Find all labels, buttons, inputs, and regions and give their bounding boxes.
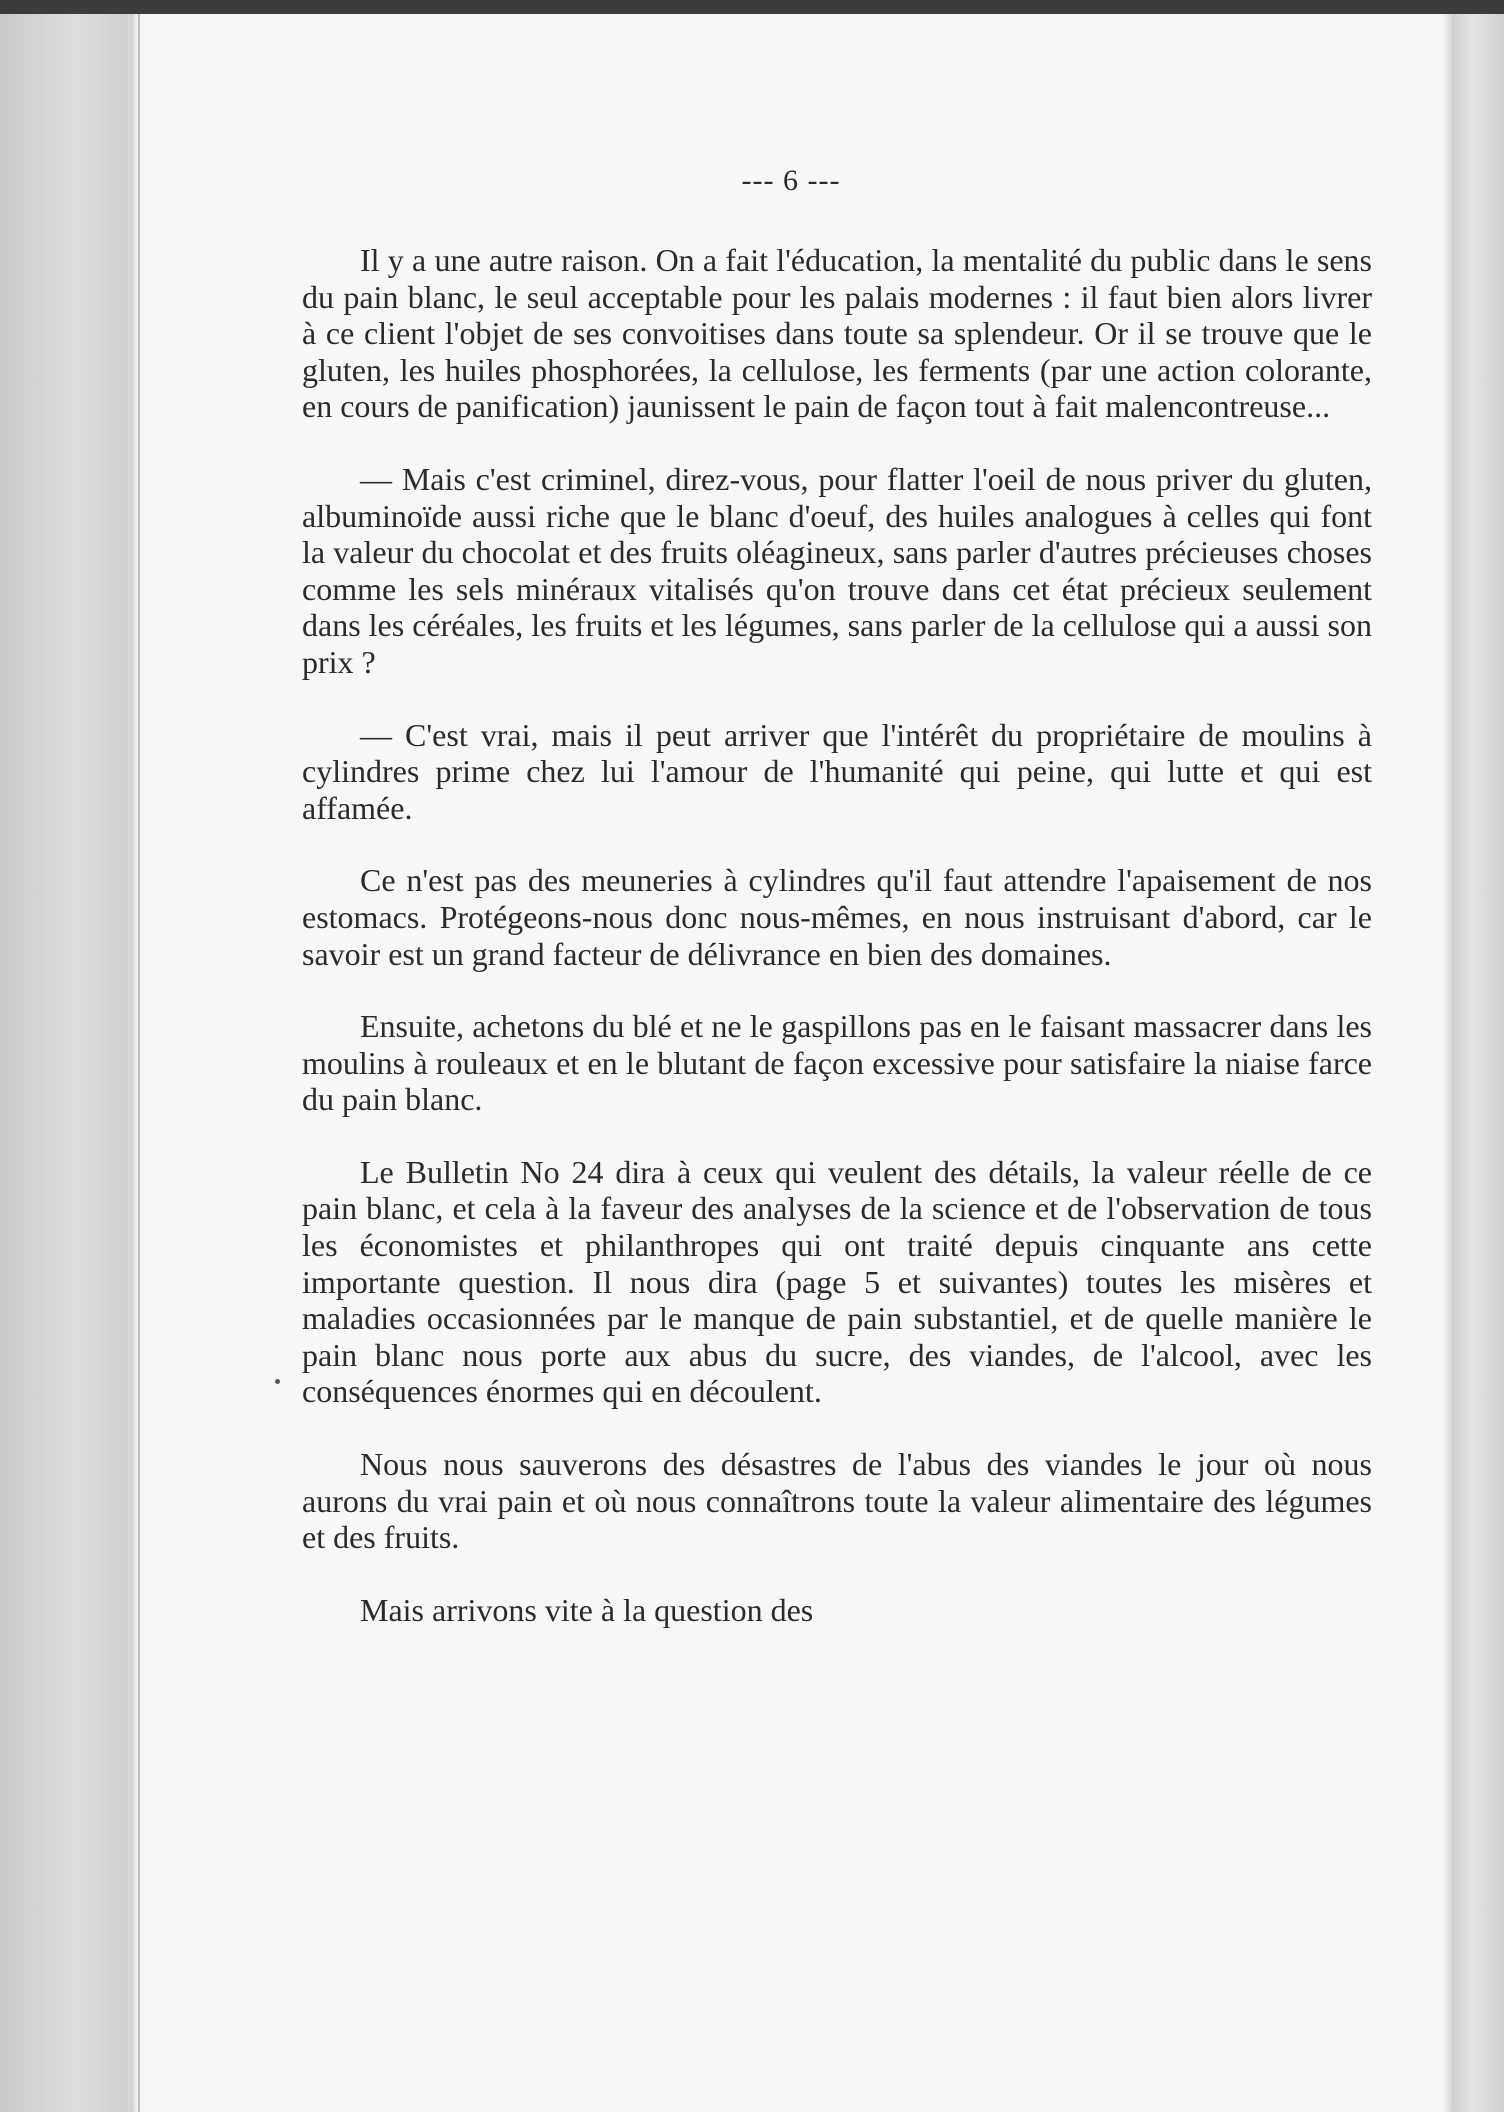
paragraph: Ensuite, achetons du blé et ne le gaspillons pas en le faisant massacrer dans les moulins à rouleaux et en le blutant de façon excessive pour satisfaire la niaise farce du pain blanc.	[302, 1008, 1372, 1118]
paragraph: Il y a une autre raison. On a fait l'éducation, la mentalité du public dans le sens du pain blanc, le seul acceptable pour les palais modernes : il faut bien alors livrer à ce client l'objet de ses convoitises dans toute sa splendeur. Or il se trouve que le gluten, les huiles phosphorées, la cellulose, les ferments (par une action colorante, en cours de panification) jaunissent le pain de façon tout à fait malencontreuse...	[302, 242, 1372, 425]
scanner-right-margin	[1452, 14, 1504, 2112]
scanner-top-border	[0, 0, 1504, 14]
scanner-left-margin	[0, 14, 128, 2112]
paragraph: — C'est vrai, mais il peut arriver que l'intérêt du propriétaire de moulins à cylindres prime chez lui l'amour de l'humanité qui peine, qui lutte et qui est affamée.	[302, 716, 1372, 826]
paragraph: Mais arrivons vite à la question des	[360, 1591, 814, 1628]
paragraph: — Mais c'est criminel, direz-vous, pour flatter l'oeil de nous priver du gluten, albuminoïde aussi riche que le blanc d'oeuf, des huiles analogues à celles qui font la valeur du chocolat et des fruits oléagineux, sans parler d'autres précieuses choses comme les sels minéraux vitalisés qu'on trouve dans cet état précieux seulement dans les céréales, les fruits et les légumes, sans parler de la cellulose qui a aussi son prix ?	[302, 460, 1372, 680]
page-number: --- 6 ---	[741, 164, 841, 197]
paragraph: Nous nous sauverons des désastres de l'abus des viandes le jour où nous aurons du vrai pain et où nous connaîtrons toute la valeur alimentaire des légumes et des fruits.	[302, 1446, 1372, 1556]
page-edge-line	[138, 14, 140, 2112]
book-page	[130, 14, 1452, 2112]
ink-speck	[275, 1379, 280, 1384]
body-text	[302, 242, 1372, 1628]
paragraph: Le Bulletin No 24 dira à ceux qui veulent des détails, la valeur réelle de ce pain blanc, et cela à la faveur des analyses de la science et de l'observation de tous les économistes et philanthropes qui ont traité depuis cinquante ans cette importante question. Il nous dira (page 5 et suivantes) toutes les misères et maladies occasionnées par le manque de pain substantiel, et de quelle manière le pain blanc nous porte aux abus du sucre, des viandes, de l'alcool, avec les conséquences énormes qui en découlent.	[302, 1153, 1372, 1410]
paragraph: Ce n'est pas des meuneries à cylindres qu'il faut attendre l'apaisement de nos estomacs. Protégeons-nous donc nous-mêmes, en nous instruisant d'abord, car le savoir est un grand facteur de délivrance en bien des domaines.	[302, 862, 1372, 972]
